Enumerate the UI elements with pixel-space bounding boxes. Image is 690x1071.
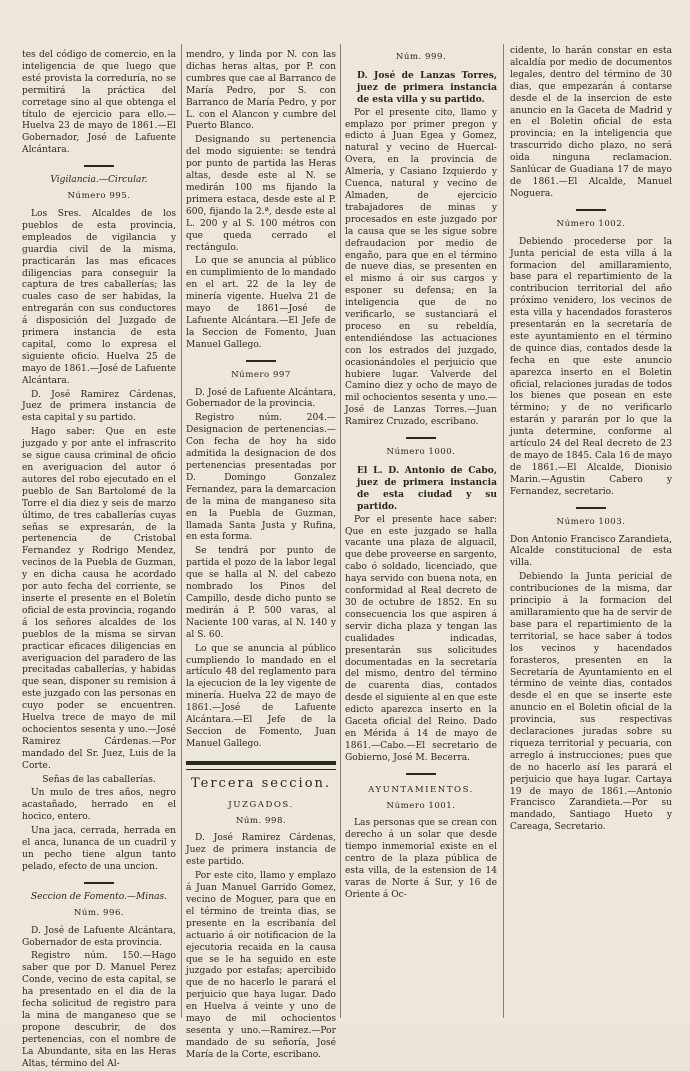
paragraph: Una jaca, cerrada, herrada en el anca, lunanca de un cuadril y un pecho tiene algun tanto pelado, efecto de una uncion. [22,826,176,872]
paragraph: Lo que se anuncia al público cumpliendo lo mandado en el artículo 48 del reglamento para la ejecucion de la ley vigente de minería. Huelva 22 de mayo de 1861.—José de Lafuente Alcántara.—El Jefe de la Seccion de Fomento, Juan Manuel Gallego. [186,643,336,749]
category-heading: AYUNTAMIENTOS. [368,784,474,795]
paragraph: Por este cito, llamo y emplazo á Juan Manuel Garrido Gomez, vecino de Moguer, para que en el término de treinta dias, se presente en la escribanía del actuario á oir notificacion de la ejecutoria recaida en la causa que se le ha seguido en este juzgado por estafas; apercibido que de no hacerlo le parará el perjuicio que haya lugar. Dado en Huelva á veinte y uno de mayo de mil ochocientos sesenta y uno.—Ramirez.—Por mandado de su señoría, José María de la Corte, escribano. [186,871,336,1060]
notice-number: Número 1002. [556,218,626,229]
paragraph: Los Sres. Alcaldes de los pueblos de esta provincia, empleados de vigilancia y guardia civil de la misma, practicarán las mas eficaces diligencias para conseguir la captura de tres caballerías; las cuales caso de ser habidas, la entregarán con sus conductores á disposición del Juzgado de primera instancia de esta capital, como lo expresa el siguiente oficio. Huelva 25 de mayo de 1861.—José de Lafuente Alcántara. [22,208,176,386]
column-divider [181,44,182,1018]
paragraph: mendro, y linda por N. con las dichas heras altas, por P. con cumbres que cae al Barranco de María Pedro, por S. con Barranco de María Pedro, y por L. con el Alancon y cumbre del Puerto Blanco. [186,50,336,132]
paragraph: Las personas que se crean con derecho á un solar que desde tiempo inmemorial existe en el centro de la plaza pública de esta villa, de la estension de 14 varas de Norte á Sur, y 16 de Oriente á Oc- [345,818,497,900]
column-divider [503,44,504,1018]
separator-rule [406,437,436,439]
paragraph: cidente, lo harán constar en esta alcaldía por medio de documentos legales, dentro del término de 30 dias, que empezarán á contarse desde el de la insercion de este anuncio en la Gaceta de Madrid y en el Boletin oficial de esta provincia; en la inteligencia que trascurrido dicho plazo, no será oida ninguna reclamacion. Sanlúcar de Guadiana 17 de mayo de 1861.—El Alcalde, Manuel Noguera. [510,46,672,199]
separator-rule [84,165,114,167]
paragraph: tes del código de comercio, en la inteligencia de que luego que esté provista la correduría, no se permitirá la práctica del corretage sino al que obtenga el título de ejercicio para ello.—Huelva 23 de mayo de 1861.—El Gobernador, José de Lafuente Alcántara. [22,50,176,156]
paragraph: Registro núm. 150.—Hago saber que por D. Manuel Perez Conde, vecino de esta capital, se ha presentado en el dia de la fecha solicitud de registro para la mina de manganeso que se propone descubrir, de dos pertenencias, con el nombre de La Abundante, sita en las Heras Altas, término del Al- [22,951,176,1069]
notice-number: Núm. 998. [235,815,287,826]
thin-rule [186,769,336,770]
paragraph: D. José de Lafuente Alcántara, Gobernador de la provincia. [186,387,336,410]
paragraph: D. José Ramirez Cárdenas, Juez de primera instancia de esta capital y su partido. [22,389,176,424]
paragraph: Debiendo la Junta pericial de contribuciones de la misma, dar principio á la formacion del amillaramiento que ha de servir de base para el repartimiento de la territorial, se hace saber á todos los vecinos y hacendados forasteros, presenten en la Secretaría de Ayuntamiento en el término de veinte dias, contados desde el en que se inserte este anuncio en el Boletin oficial de la provincia, sus respectivas declaraciones juradas sobre su riqueza territorial y pecuaria, con arreglo á instrucciones; pues que de no hacerlo así les parará el perjuicio que haya lugar. Cartaya 19 de mayo de 1861.—Antonio Francisco Zarandieta.—Por su mandado, Santiago Hueto y Careaga, Secretario. [510,572,672,833]
column-3 [345,48,497,1020]
paragraph: Registro núm. 204.—Designacion de pertenencias.—Con fecha de hoy ha sido admitida la designacion de dos pertenencias presentadas por D. Domingo Gonzalez Fernandez, para la demarcacion de la mina de manganeso sita en la Puebla de Guzman, llamada Santa Justa y Rufina, en esta forma. [186,413,336,543]
notice-number: Número 1001. [386,800,456,811]
separator-rule [406,773,436,775]
notice-number: Número 997 [231,369,291,380]
column-4 [510,46,672,1020]
column-divider [340,44,341,1018]
paragraph: Se tendrá por punto de partida el pozo de la labor legal que se halla al N. del cabezo nombrado los Pinos del Campillo, desde dicho punto se medirán á P. 500 varas, al Naciente 100 varas, al N. 140 y al S. 60. [186,546,336,640]
notice-number: Núm. 996. [73,907,125,918]
paragraph: D. José de Lanzas Torres, juez de primera instancia de esta villa y su partido. [357,69,497,105]
paragraph: El L. D. Antonio de Cabo, juez de primera instancia de esta ciudad y su partido. [357,465,497,512]
paragraph: D. José de Lafuente Alcántara, Gobernador de esta provincia. [22,925,176,948]
notice-number: Núm. 999. [395,52,447,62]
thick-rule [186,761,336,765]
paragraph: Don Antonio Francisco Zarandieta, Alcalde constitucional de esta villa. [510,534,672,569]
section-title: Tercera seccion. [190,775,332,791]
paragraph: Por el presente hace saber: Que en este juzgado se halla vacante una plaza de alguacil, que debe proveerse en sargento, cabo ó soldado, licenciado, que haya servido con buena nota, en conformidad al Real decreto de 30 de octubre de 1852. En su consecuencia los que aspiren á servir dicha plaza y tengan las cualidades indicadas, presentarán sus solicitudes documentadas en la secretaría del mismo, dentro del término de cuarenta dias, contados desde el siguiente al en que este edicto aparezca inserto en la Gaceta oficial del Reino. Dado en Mérida á 14 de mayo de 1861.—Cabo.—El secretario de Gobierno, José M. Becerra. [345,514,497,763]
column-2 [186,50,336,1060]
paragraph: Lo que se anuncia al público en cumplimiento de lo mandado en el art. 22 de la ley de minería vigente. Huelva 21 de mayo de 1861—José de Lafuente Alcántara.—El Jefe de la Seccion de Fomento, Juan Manuel Gallego. [186,256,336,350]
separator-rule [84,882,114,884]
paragraph: Hago saber: Que en este juzgado y por ante el infrascrito se sigue causa criminal de oficio en averiguacion del autor ó autores del robo ejecutado en el pueblo de San Bartolomé de la Torre el dia diez y seis de marzo último, de tres caballerías cuyas señas se expresarán, de la pertenencia de Cristobal Fernandez y Rodrigo Mendez, vecinos de la Puebla de Guzman, y en dicha causa he acordado por auto fecha del corriente, se inserte el presente en el Boletín oficial de esta provincia, rogando á los señores alcaldes de los pueblos de la misma se sirvan practicar eficaces diligencias en averiguacion del paradero de las precitadas caballerías, y habidas que sean, disponer su remision á este juzgado con las personas en cuyo poder se encuentren. Huelva trece de mayo de mil ochocientos sesenta y uno.—José Ramirez Cárdenas.—Por mandado del Sr. Juez, Luis de la Corte. [22,427,176,771]
paragraph: D. José Ramirez Cárdenas, Juez de primera instancia de este partido. [186,833,336,868]
paragraph: Un mulo de tres años, negro acastañado, herrado en el hocico, entero. [22,788,176,823]
paragraph: Por el presente cito, llamo y emplazo por primer pregon y edicto á Juan Egea y Gomez, natural y vecino de Huercal-Overa, en la provincia de Almería, y Casiano Izquierdo y Cuenca, natural y vecino de Almaden, de ejercicio trabajadores de minas y procesados en este juzgado por la causa que se les sigue sobre defraudacion por medio de engaño, para que en el término de nueve dias, se presenten en el mismo á oir sus cargos y esponer su defensa; en la inteligencia que de no verificarlo, se sustanciará el proceso en su rebeldía, entendiéndose las actuaciones con los estrados del juzgado, ocasionándoles el perjuicio que hubiere lugar. Valverde del Camino diez y ocho de mayo de mil ochocientos sesenta y uno.—José de Lanzas Torres.—Juan Ramirez Cruzado, escribano. [345,107,497,428]
separator-rule [246,360,276,362]
paragraph: Designando su pertenencia del modo siguiente: se tendrá por punto de partida las Heras altas, desde este al N. se medirán 100 ms fijando la primera estaca, desde este al P. 600, fijando la 2.ª, desde este al L. 200 y al S. 100 métros con que queda cerrado el rectángulo. [186,135,336,253]
separator-rule [576,507,606,509]
section-heading: Vigilancia.—Circular. [50,175,148,186]
notice-number: Número 1000. [386,447,456,458]
notice-number: Número 1003. [556,516,626,527]
column-1 [22,50,176,1069]
separator-rule [576,209,606,211]
category-heading: JUZGADOS. [228,799,294,810]
paragraph: Señas de las caballerías. [42,774,156,785]
paragraph: Debiendo procederse por la Junta pericial de esta villa á la formacion del amillaramiento, base para el repartimiento de la contribucion territorial del año próximo venidero, los vecinos de esta villa y hacendados forasteros presentarán en la secretaría de este ayuntamiento en el término de quince dias, contados desde la fecha en que este anuncio aparezca inserto en el Boletin oficial, relaciones juradas de todos los bienes que posean en este término; y de no verificarlo estarán y pararán por lo que la junta determine, conforme al artículo 24 del Real decreto de 23 de mayo de 1845. Cala 16 de mayo de 1861.—El Alcalde, Dionisio Marin.—Agustin Cabero y Fernandez, secretario. [510,236,672,497]
section-heading: Seccion de Fomento.—Minas. [30,891,168,902]
notice-number: Número 995. [67,191,131,202]
